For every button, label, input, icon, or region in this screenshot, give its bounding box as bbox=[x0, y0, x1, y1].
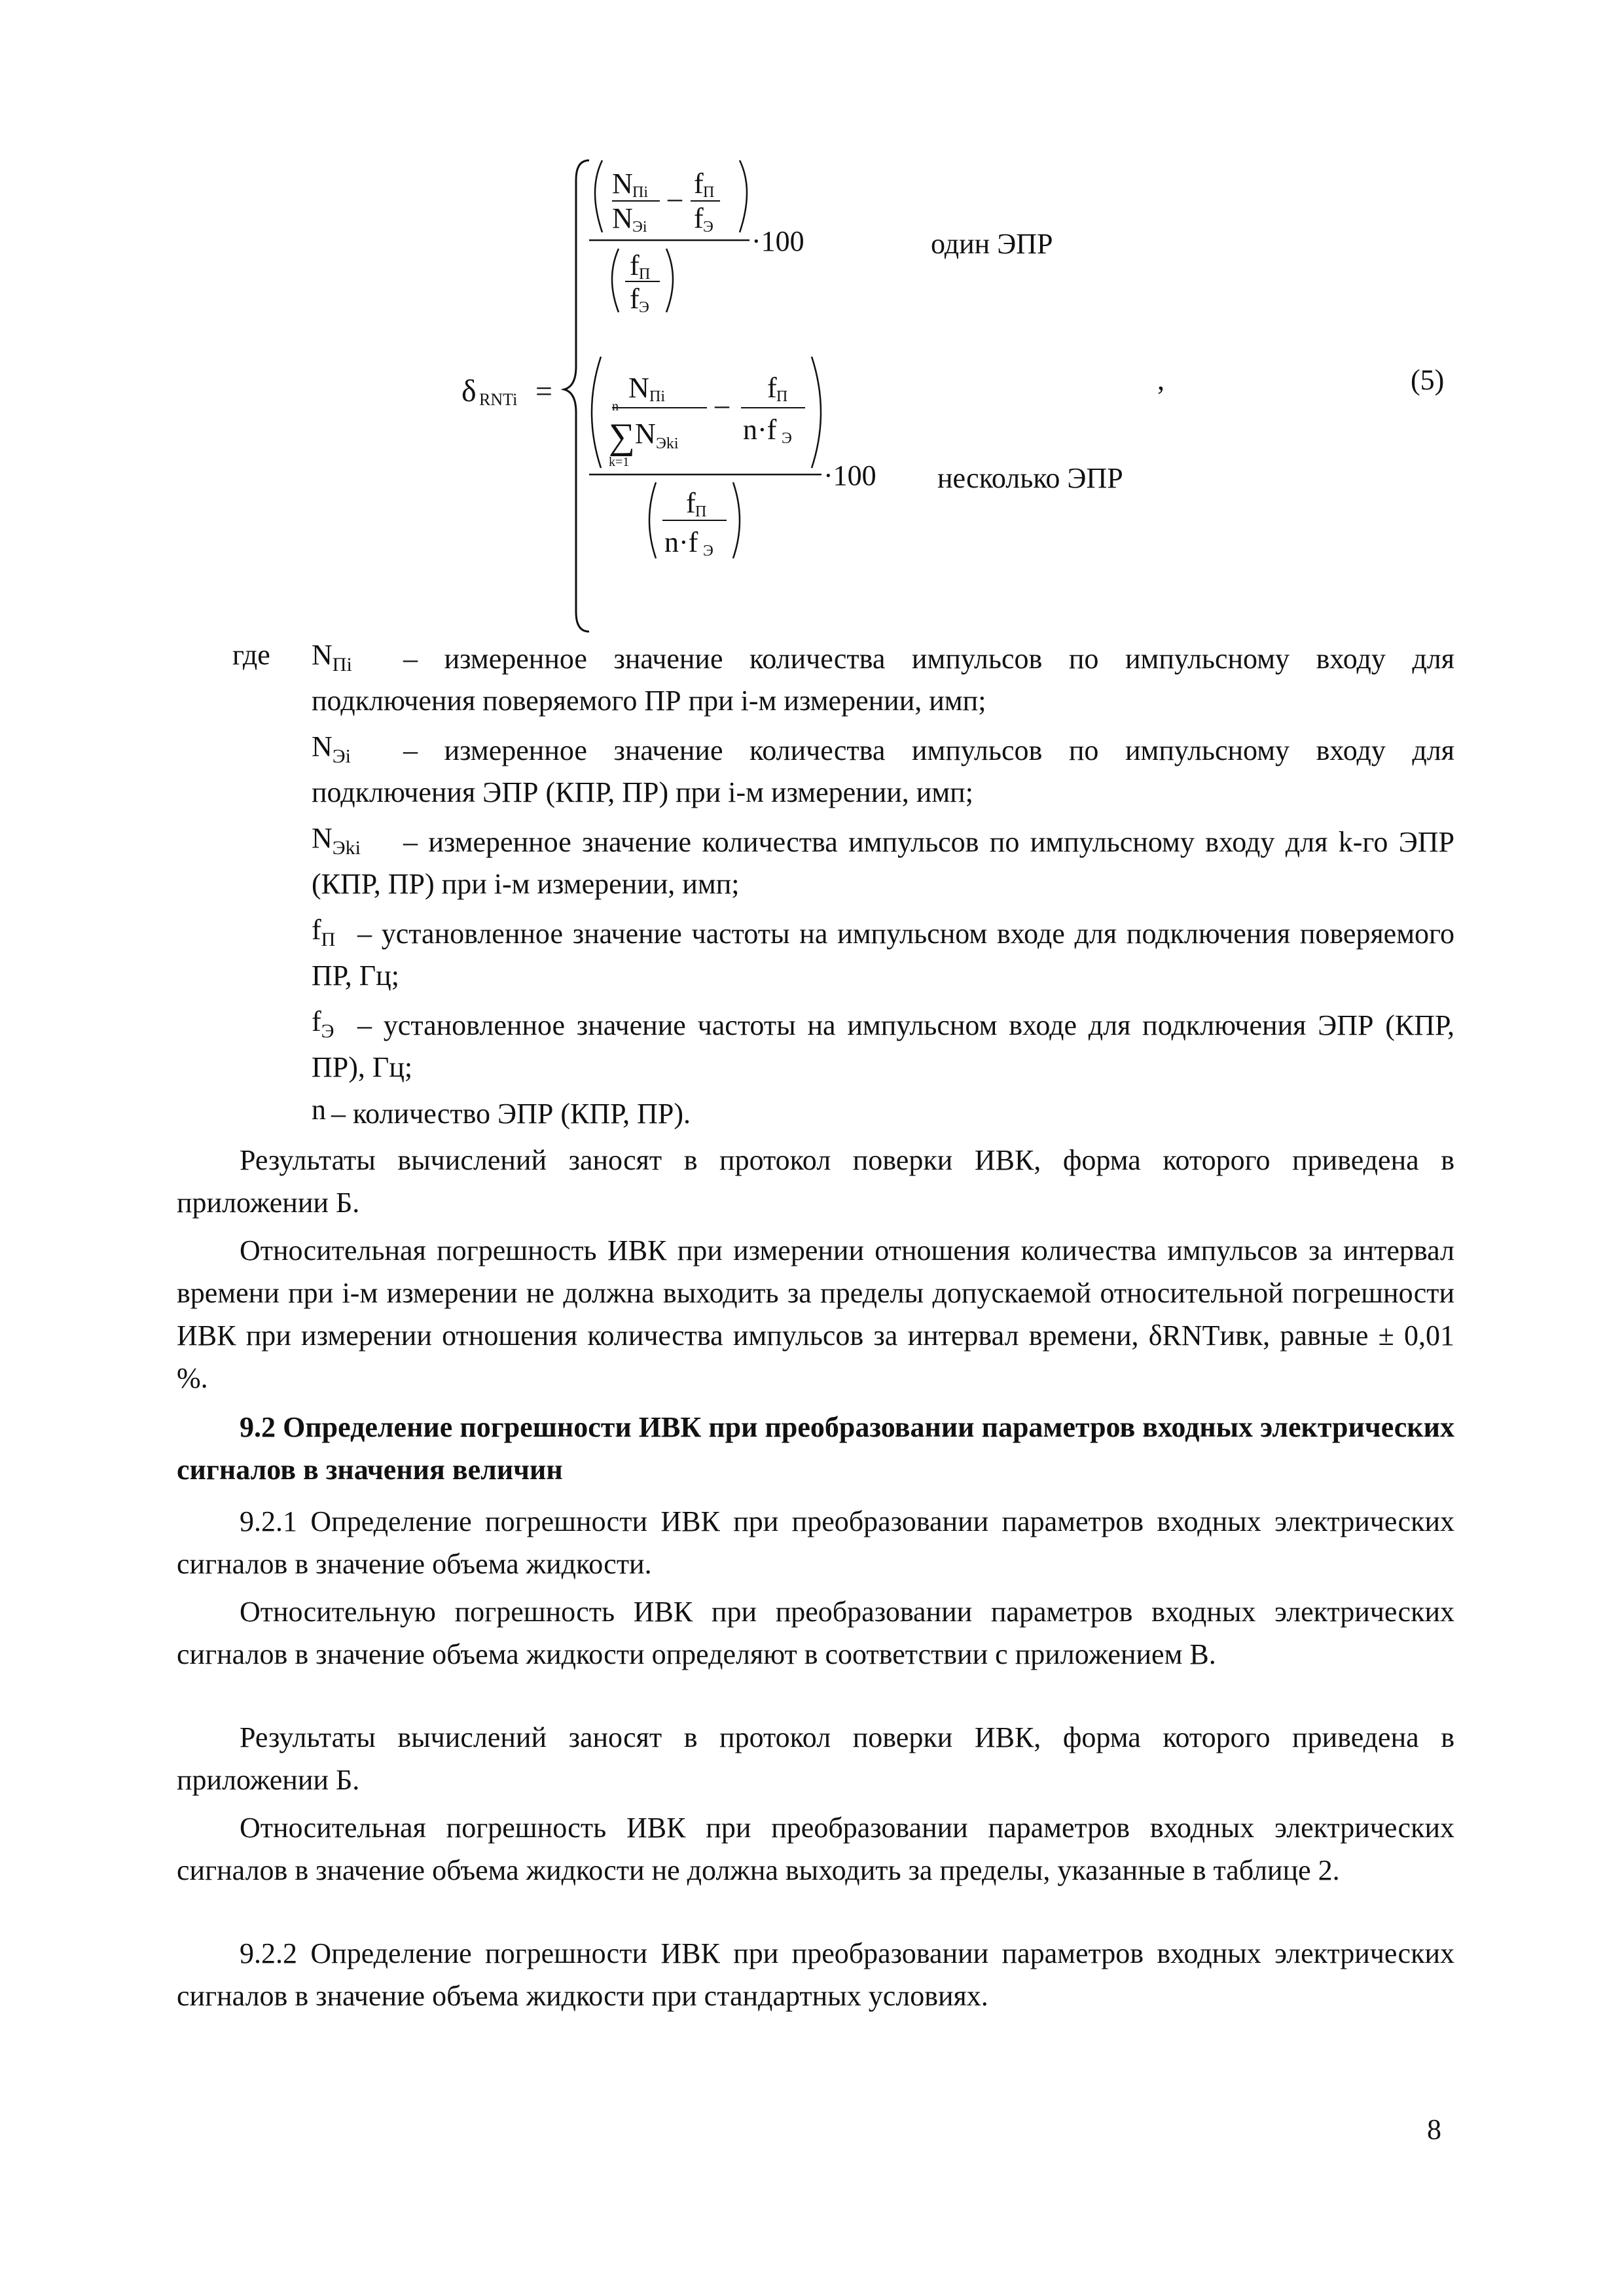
svg-text:–: – bbox=[715, 389, 729, 421]
svg-text:П: П bbox=[639, 266, 651, 283]
svg-text:Э: Э bbox=[639, 299, 649, 316]
where-label: где bbox=[232, 639, 270, 671]
svg-text:Эi: Эi bbox=[632, 219, 647, 236]
definition-text: – количество ЭПР (КПР, ПР). bbox=[331, 1098, 691, 1130]
definition-symbol: $f_Э$ bbox=[312, 1005, 334, 1042]
definition-text: – измеренное значение количества импульсов по импульсному входу для k-го ЭПР (КПР, ПР) при i-м измерении, имп; bbox=[312, 826, 1454, 900]
section-heading: 9.2 Определение погрешности ИВК при преобразовании параметров входных электрических сигналов в значения величин bbox=[177, 1411, 1454, 1486]
paragraph: Относительная погрешность ИВК при измерении отношения количества импульсов за интервал времени при i-м измерении не должна выходить за пределы допускаемой относительной погрешности ИВК при измерении отношения количества импульсов за интервал времени, δRNTивк, равные ± 0,01 %. bbox=[177, 1234, 1454, 1394]
svg-text:Эki: Эki bbox=[656, 435, 679, 452]
body-text bbox=[177, 1229, 1454, 1399]
formula-number: (5) bbox=[1411, 364, 1445, 396]
body-text bbox=[177, 1590, 1454, 1676]
svg-text:N: N bbox=[635, 418, 656, 450]
definition-text: – установленное значение частоты на импульсном входе для подключения ЭПР (КПР, ПР), Гц; bbox=[312, 1009, 1454, 1083]
definition-symbol: $N_{Пi}$ bbox=[312, 639, 352, 675]
svg-text:δ: δ bbox=[461, 374, 477, 408]
svg-text:f: f bbox=[767, 372, 777, 404]
svg-text:Э: Э bbox=[703, 219, 713, 236]
case-one-label: один ЭПР bbox=[931, 228, 1053, 260]
definition-text: – измеренное значение количества импульсов по импульсному входу для подключения ЭПР (КПР, ПР) при i-м измерении, имп; bbox=[312, 734, 1454, 808]
paragraph: Относительную погрешность ИВК при преобразовании параметров входных электрических сигналов в значение объема жидкости определяют в соответствии с приложением В. bbox=[177, 1596, 1454, 1670]
definition-text: – установленное значение частоты на импульсном входе для подключения поверяемого ПР, Гц; bbox=[312, 918, 1454, 992]
svg-text:П: П bbox=[703, 184, 715, 201]
case-many-label: несколько ЭПР bbox=[937, 462, 1123, 494]
svg-text:Пi: Пi bbox=[649, 388, 665, 405]
paragraph: Результаты вычислений заносят в протокол поверки ИВК, форма которого приведена в приложении Б. bbox=[177, 1721, 1454, 1796]
body-text bbox=[177, 1932, 1454, 2017]
paragraph: 9.2.2 Определение погрешности ИВК при преобразовании параметров входных электрических сигналов в значение объема жидкости при стандартных условиях. bbox=[177, 1937, 1454, 2012]
svg-text:f: f bbox=[630, 283, 640, 315]
body-text bbox=[177, 1139, 1454, 1224]
paragraph: 9.2.1 Определение погрешности ИВК при преобразовании параметров входных электрических сигналов в значение объема жидкости. bbox=[177, 1505, 1454, 1580]
svg-text:RNTi: RNTi bbox=[479, 390, 518, 409]
svg-text:П: П bbox=[695, 503, 707, 520]
svg-text:N: N bbox=[612, 202, 633, 234]
definition-symbol: n bbox=[312, 1094, 326, 1126]
definition-text: – измеренное значение количества импульсов по импульсному входу для подключения поверяемого ПР при i-м измерении, имп; bbox=[312, 643, 1454, 717]
paragraph: Относительная погрешность ИВК при преобразовании параметров входных электрических сигналов в значение объема жидкости не должна выходить за пределы, указанные в таблице 2. bbox=[177, 1812, 1454, 1886]
svg-text:–: – bbox=[668, 182, 682, 214]
body-text bbox=[177, 1806, 1454, 1892]
case-one-multiplier: ·100 bbox=[751, 225, 804, 257]
page-number: 8 bbox=[1427, 2113, 1441, 2145]
svg-text:∑: ∑ bbox=[609, 416, 635, 457]
svg-text:f: f bbox=[630, 249, 640, 281]
svg-text:N: N bbox=[612, 168, 633, 200]
definition-symbol: $f_П$ bbox=[312, 914, 336, 950]
body-text bbox=[177, 1406, 1454, 1491]
formula-graphic bbox=[393, 141, 1506, 638]
case-many-multiplier: ·100 bbox=[823, 459, 876, 492]
svg-text:Э: Э bbox=[703, 543, 713, 560]
svg-text:Э: Э bbox=[782, 430, 792, 447]
svg-text:n·f: n·f bbox=[743, 414, 777, 446]
svg-text:Пi: Пi bbox=[632, 184, 648, 201]
svg-text:N: N bbox=[628, 372, 649, 404]
svg-text:k=1: k=1 bbox=[609, 455, 630, 469]
definition-symbol: $N_{Эki}$ bbox=[312, 822, 361, 859]
paragraph: Результаты вычислений заносят в протокол поверки ИВК, форма которого приведена в приложении Б. bbox=[177, 1144, 1454, 1219]
formula-comma: , bbox=[1157, 364, 1164, 396]
svg-text:f: f bbox=[694, 168, 704, 200]
svg-text:П: П bbox=[776, 388, 788, 405]
svg-text:f: f bbox=[686, 487, 696, 519]
body-text bbox=[177, 1500, 1454, 1585]
body-text bbox=[177, 1716, 1454, 1801]
svg-text:f: f bbox=[694, 202, 704, 234]
formula-5 bbox=[393, 141, 1506, 638]
svg-text:=: = bbox=[535, 374, 552, 408]
svg-text:n·f: n·f bbox=[664, 526, 698, 558]
svg-text:n: n bbox=[612, 399, 619, 414]
definition-symbol: $N_{Эi}$ bbox=[312, 730, 351, 767]
